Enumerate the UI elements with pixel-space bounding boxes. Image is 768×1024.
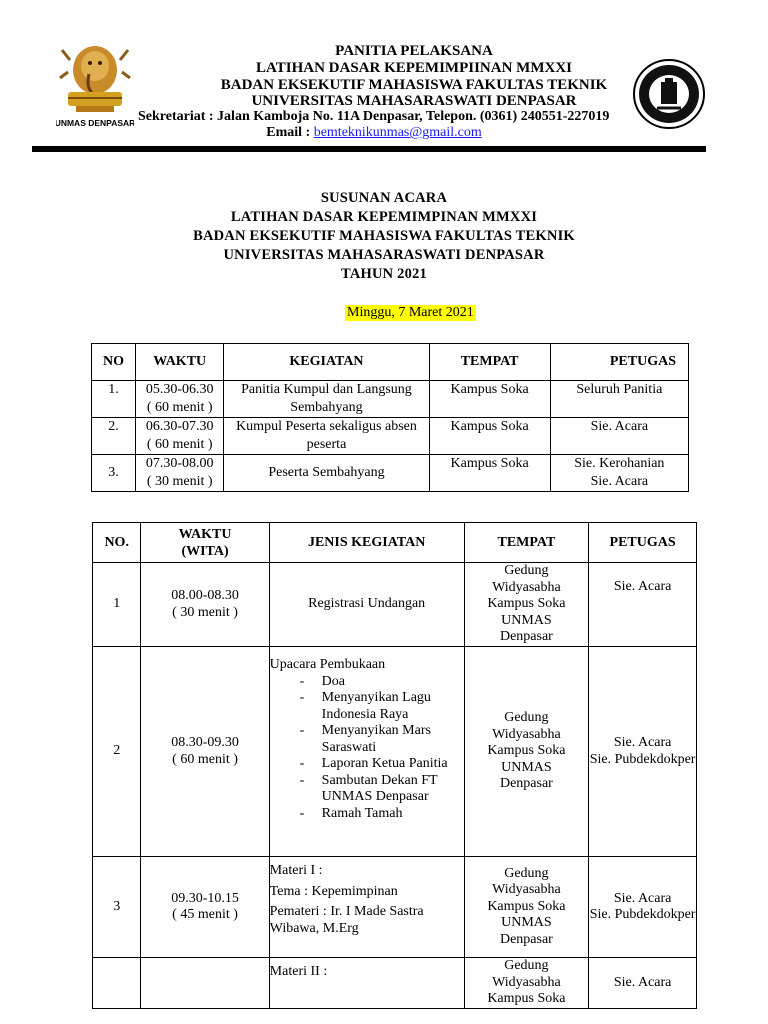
cell-no: 1: [93, 563, 141, 647]
cell-waktu: [141, 857, 269, 958]
unmas-logo: [56, 40, 134, 130]
email-link[interactable]: bemteknikunmas@gmail.com: [313, 125, 482, 140]
doc-title-1: SUSUNAN ACARA: [320, 190, 448, 206]
cell-petugas: [550, 455, 688, 492]
duration: ( 60 menit ): [146, 437, 213, 452]
cell-no: 1.: [92, 381, 136, 418]
cell-kegiatan: [269, 857, 464, 958]
pemateri: Pemateri : Ir. I Made Sastra Wibawa, M.Erg: [269, 904, 424, 936]
cell-no: 3: [93, 857, 141, 958]
table-header: [93, 523, 697, 563]
list-item: - Doa: [322, 674, 464, 691]
cell-tempat: Gedung Widyasabha Kampus Soka UNMAS Denpasar: [464, 647, 589, 857]
doc-title-3: BADAN EKSEKUTIF MAHASISWA FAKULTAS TEKNIK: [193, 228, 575, 244]
materi-label: Materi I :: [269, 863, 323, 878]
col-petugas: PETUGAS: [589, 523, 697, 563]
duration: ( 60 menit ): [146, 400, 213, 415]
petugas-1: Sie. Acara: [613, 735, 672, 750]
col-no: NO: [92, 344, 136, 381]
table-row: [92, 381, 689, 418]
cell-tempat: Gedung Widyasabha Kampus Soka UNMAS Denpasar: [464, 857, 589, 958]
duration: ( 60 menit ): [172, 751, 238, 767]
table-row: [93, 563, 697, 647]
col-petugas: PETUGAS: [550, 344, 688, 381]
doc-title-2: LATIHAN DASAR KEPEMIMPINAN MMXXI: [230, 209, 538, 225]
schedule-table-2: [92, 522, 697, 1009]
cell-tempat: Kampus Soka: [429, 418, 550, 455]
letterhead-divider: [32, 146, 706, 152]
cell-kegiatan: Peserta Sembahyang: [224, 455, 429, 492]
cell-waktu: [136, 381, 224, 418]
col-tempat: TEMPAT: [464, 523, 589, 563]
table-header: [92, 344, 689, 381]
cell-waktu: [141, 647, 269, 857]
petugas-2: Sie. Acara: [590, 474, 649, 489]
email-line: [134, 125, 614, 141]
col-waktu: WAKTU (WITA): [141, 523, 269, 563]
cell-kegiatan: Panitia Kumpul dan Langsung Sembahyang: [224, 381, 429, 418]
cell-petugas: Sie. Acara: [589, 563, 697, 647]
cell-kegiatan: [269, 647, 464, 857]
cell-petugas: [589, 647, 697, 857]
cell-petugas: Seluruh Panitia: [550, 381, 688, 418]
petugas-1: Sie. Acara: [613, 890, 672, 906]
activity-list: [270, 674, 464, 823]
col-no: NO.: [93, 523, 141, 563]
schedule-table-1: [91, 343, 689, 492]
cell-waktu: [141, 958, 269, 1009]
letterhead-line-2: LATIHAN DASAR KEPEMIMPIINAN MMXXI: [256, 60, 572, 76]
cell-tempat: Gedung Widyasabha Kampus Soka UNMAS Denpasar: [464, 563, 589, 647]
activity-heading: Upacara Pembukaan: [269, 657, 386, 672]
cell-kegiatan: Kumpul Peserta sekaligus absen peserta: [224, 418, 429, 455]
letterhead-line-1: PANITIA PELAKSANA: [335, 43, 493, 59]
doc-title-5: TAHUN 2021: [341, 266, 427, 282]
time-range: 08.30-09.30: [171, 735, 239, 750]
cell-no: 2: [93, 647, 141, 857]
cell-tempat: Kampus Soka: [429, 381, 550, 418]
cell-waktu: [136, 418, 224, 455]
list-item: - Ramah Tamah: [322, 806, 464, 823]
cell-petugas: Sie. Acara: [589, 958, 697, 1009]
col-jenis-kegiatan: JENIS KEGIATAN: [269, 523, 464, 563]
list-item: - Laporan Ketua Panitia: [322, 756, 464, 773]
cell-tempat: Gedung Widyasabha Kampus Soka: [464, 958, 589, 1009]
petugas-1: Sie. Kerohanian: [574, 456, 665, 471]
table-row: [93, 958, 697, 1009]
table-row: [93, 857, 697, 958]
list-item: - Menyanyikan Mars Saraswati: [322, 723, 464, 756]
letterhead-line-3: BADAN EKSEKUTIF MAHASISWA FAKULTAS TEKNIK: [220, 77, 608, 93]
cell-no: 2.: [92, 418, 136, 455]
col-tempat: TEMPAT: [429, 344, 550, 381]
petugas-2: Sie. Pubdekdokper: [589, 907, 696, 922]
tema: Tema : Kepemimpinan: [269, 883, 398, 899]
time-range: 08.00-08.30: [171, 588, 239, 603]
table-row: [93, 647, 697, 857]
table-row: [92, 418, 689, 455]
time-range: 07.30-08.00: [145, 456, 214, 471]
cell-tempat: Kampus Soka: [429, 455, 550, 492]
event-date: Minggu, 7 Maret 2021: [347, 305, 474, 320]
cell-no: 3.: [92, 455, 136, 492]
cell-no: [93, 958, 141, 1009]
duration: ( 30 menit ): [146, 474, 213, 489]
logo-caption: UNMAS DENPASAR: [56, 118, 134, 128]
list-item: - Sambutan Dekan FT UNMAS Denpasar: [322, 773, 464, 806]
cell-kegiatan: Registrasi Undangan: [269, 563, 464, 647]
duration: ( 30 menit ): [172, 604, 238, 620]
col-kegiatan: KEGIATAN: [224, 344, 429, 381]
secretariat-address: Sekretariat : Jalan Kamboja No. 11A Denpasar, Telepon. (0361) 240551-227019: [138, 109, 610, 124]
time-range: 05.30-06.30: [145, 382, 214, 397]
time-range: 06.30-07.30: [145, 419, 214, 434]
table-row: [92, 455, 689, 492]
cell-petugas: Sie. Acara: [550, 418, 688, 455]
doc-title-4: UNIVERSITAS MAHASARASWATI DENPASAR: [223, 247, 545, 263]
time-range: 09.30-10.15: [171, 890, 239, 906]
cell-waktu: [141, 563, 269, 647]
petugas-2: Sie. Pubdekdokper: [589, 751, 696, 767]
cell-petugas: [589, 857, 697, 958]
cell-waktu: [136, 455, 224, 492]
letterhead-line-4: UNIVERSITAS MAHASARASWATI DENPASAR: [251, 93, 577, 109]
email-label: Email :: [266, 125, 311, 140]
list-item: - Menyanyikan Lagu Indonesia Raya: [322, 690, 464, 723]
col-waktu: WAKTU: [136, 344, 224, 381]
cell-kegiatan: Materi II :: [269, 958, 464, 1009]
duration: ( 45 menit ): [172, 907, 238, 922]
